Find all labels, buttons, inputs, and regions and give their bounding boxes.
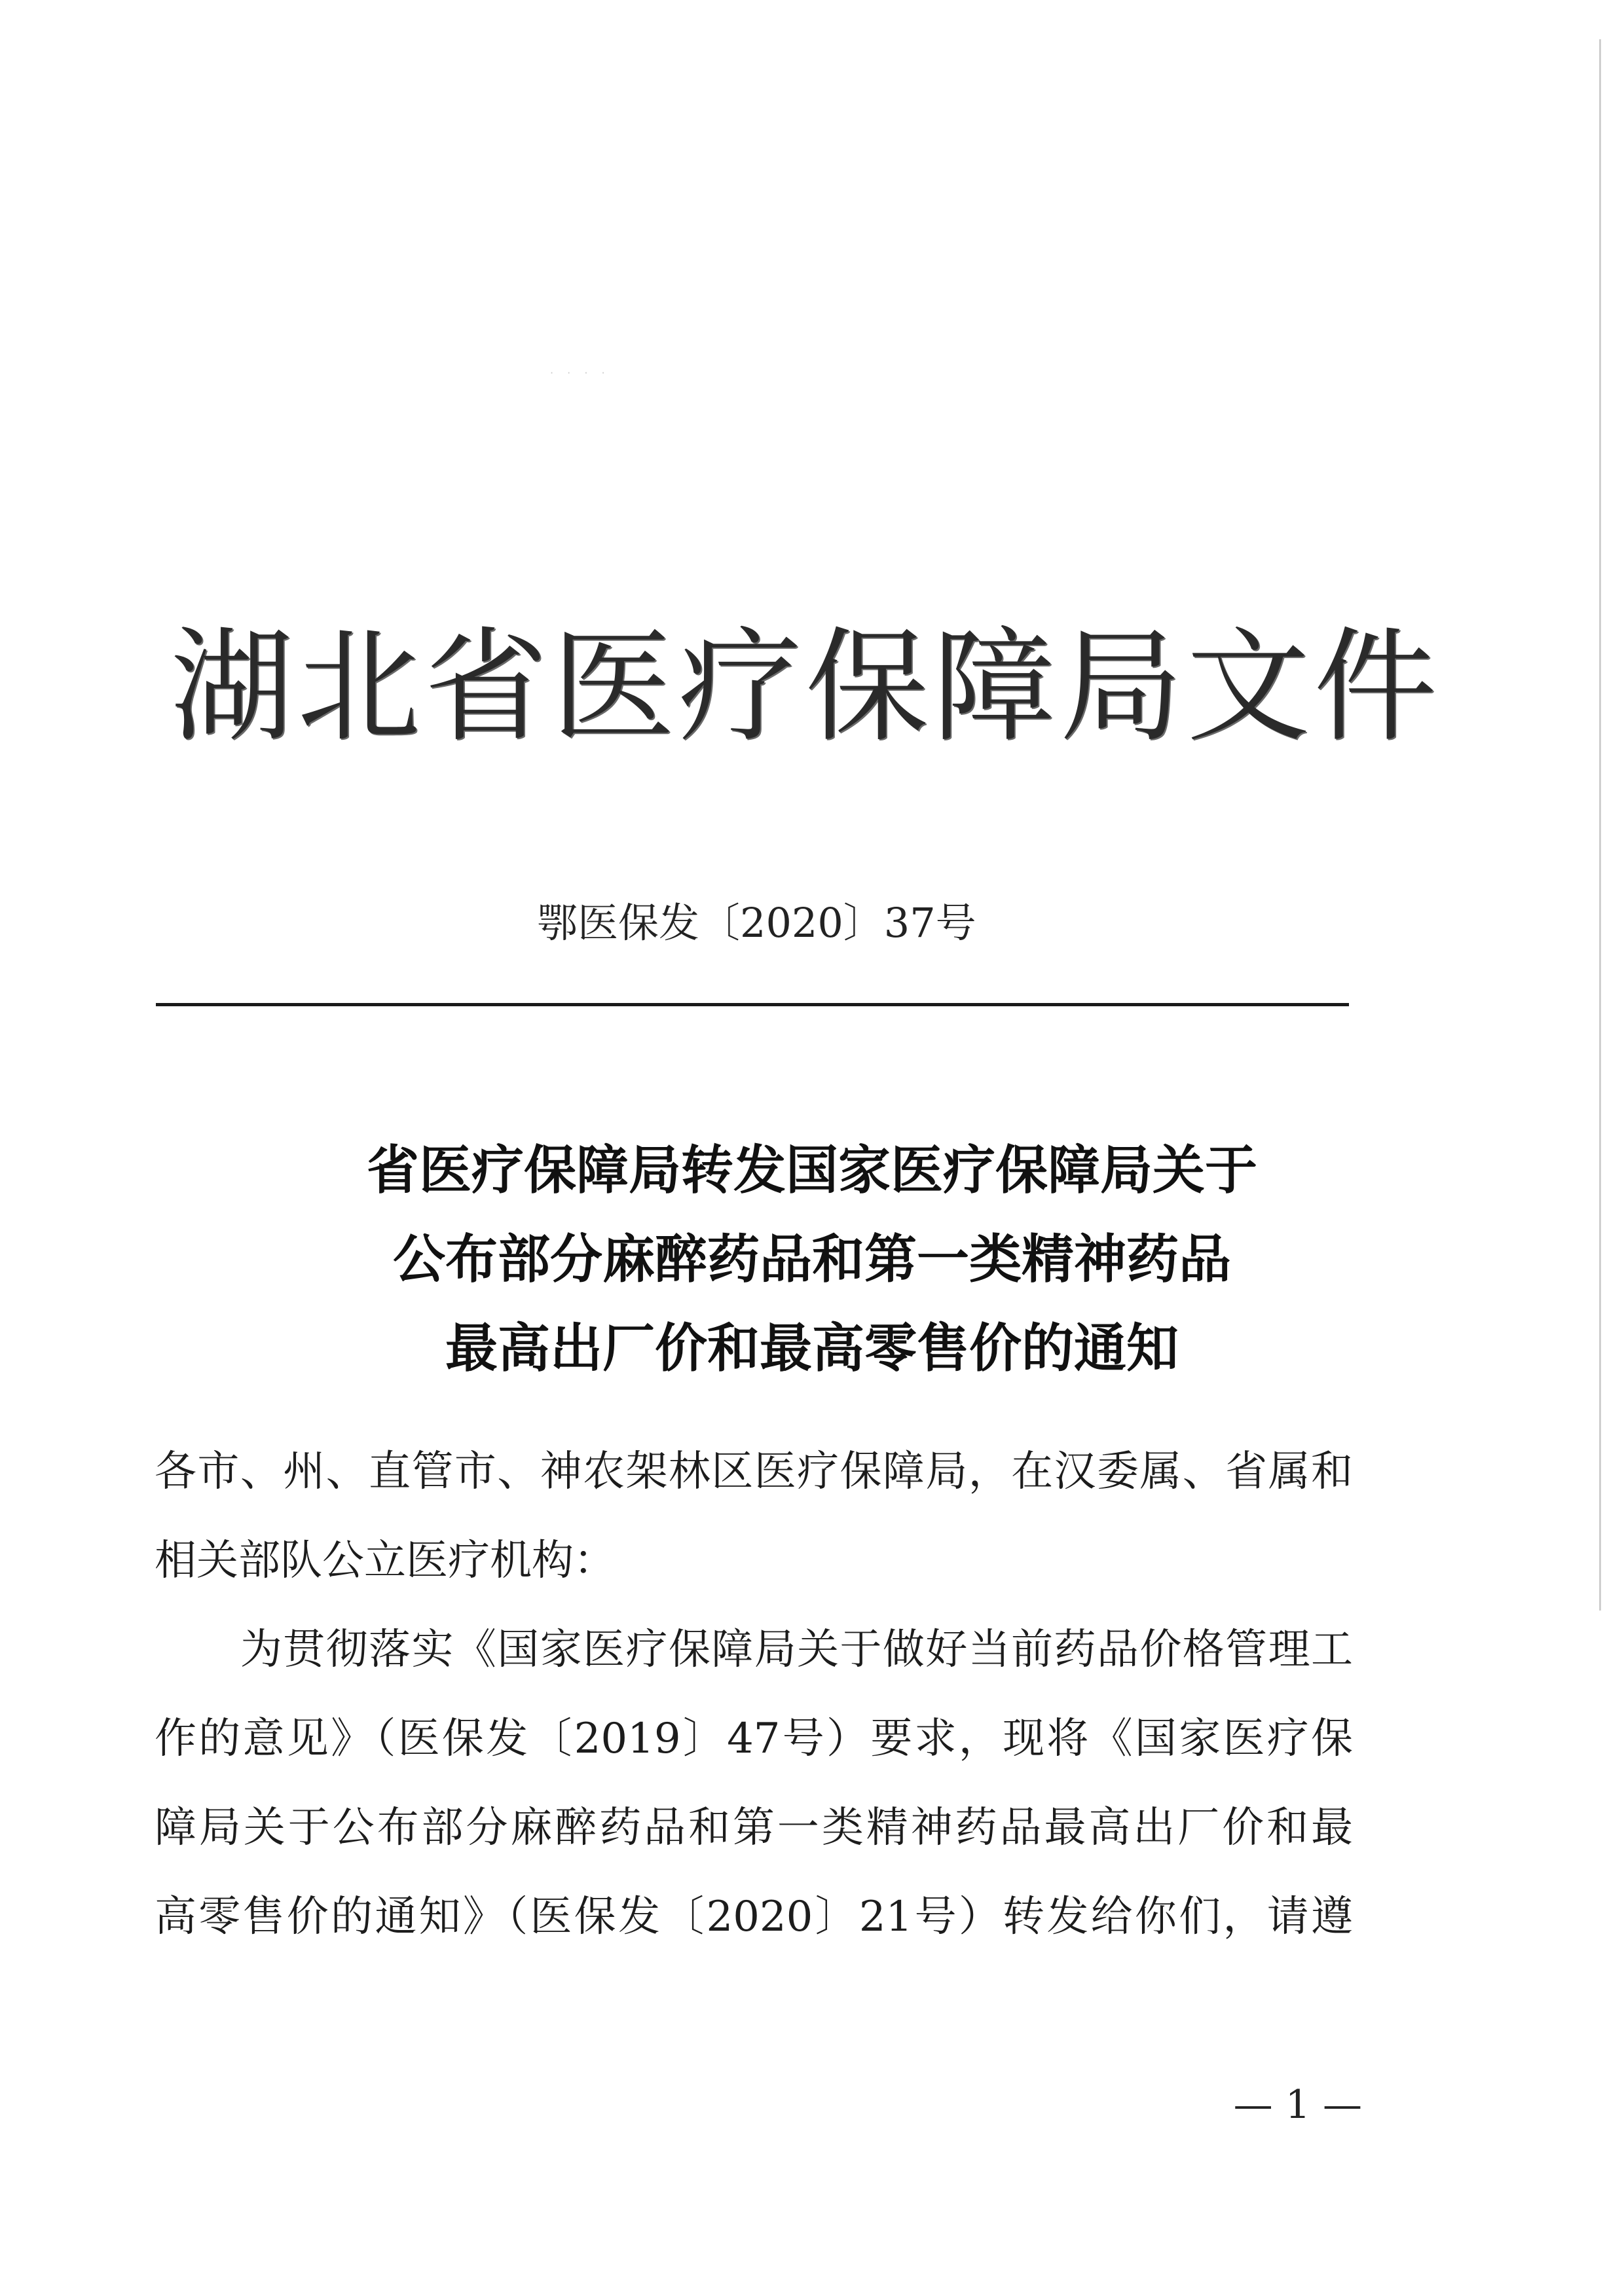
body-line: 高零售价的通知》（医保发〔2020〕21号）转发给你们，请遵 [155, 1893, 1353, 1941]
document-number: 鄂医保发〔2020〕37号 [537, 899, 976, 947]
header-divider [156, 1003, 1349, 1006]
body-text [155, 1427, 1353, 1961]
document-header-title: 湖北省医疗保障局文件 [170, 615, 1441, 759]
body-line: 各市、州、直管市、神农架林区医疗保障局，在汉委属、省属和 [155, 1448, 1353, 1496]
page-number: — 1 — [1233, 2082, 1362, 2128]
body-line: 相关部队公立医疗机构： [155, 1537, 616, 1585]
body-line: 障局关于公布部分麻醉药品和第一类精神药品最高出厂价和最 [155, 1804, 1353, 1852]
body-line: 作的意见》（医保发〔2019〕47号）要求，现将《国家医疗保 [155, 1715, 1353, 1763]
notice-title-line: 公布部分麻醉药品和第一类精神药品 [393, 1229, 1231, 1290]
body-line: 为贯彻落实《国家医疗保障局关于做好当前药品价格管理工 [155, 1626, 1353, 1674]
notice-title-line: 最高出厂价和最高零售价的通知 [445, 1318, 1179, 1379]
notice-title [183, 1126, 1441, 1393]
scan-edge-line [1599, 39, 1601, 1611]
scan-specks: · · · · [550, 367, 610, 379]
notice-title-line: 省医疗保障局转发国家医疗保障局关于 [367, 1140, 1257, 1201]
